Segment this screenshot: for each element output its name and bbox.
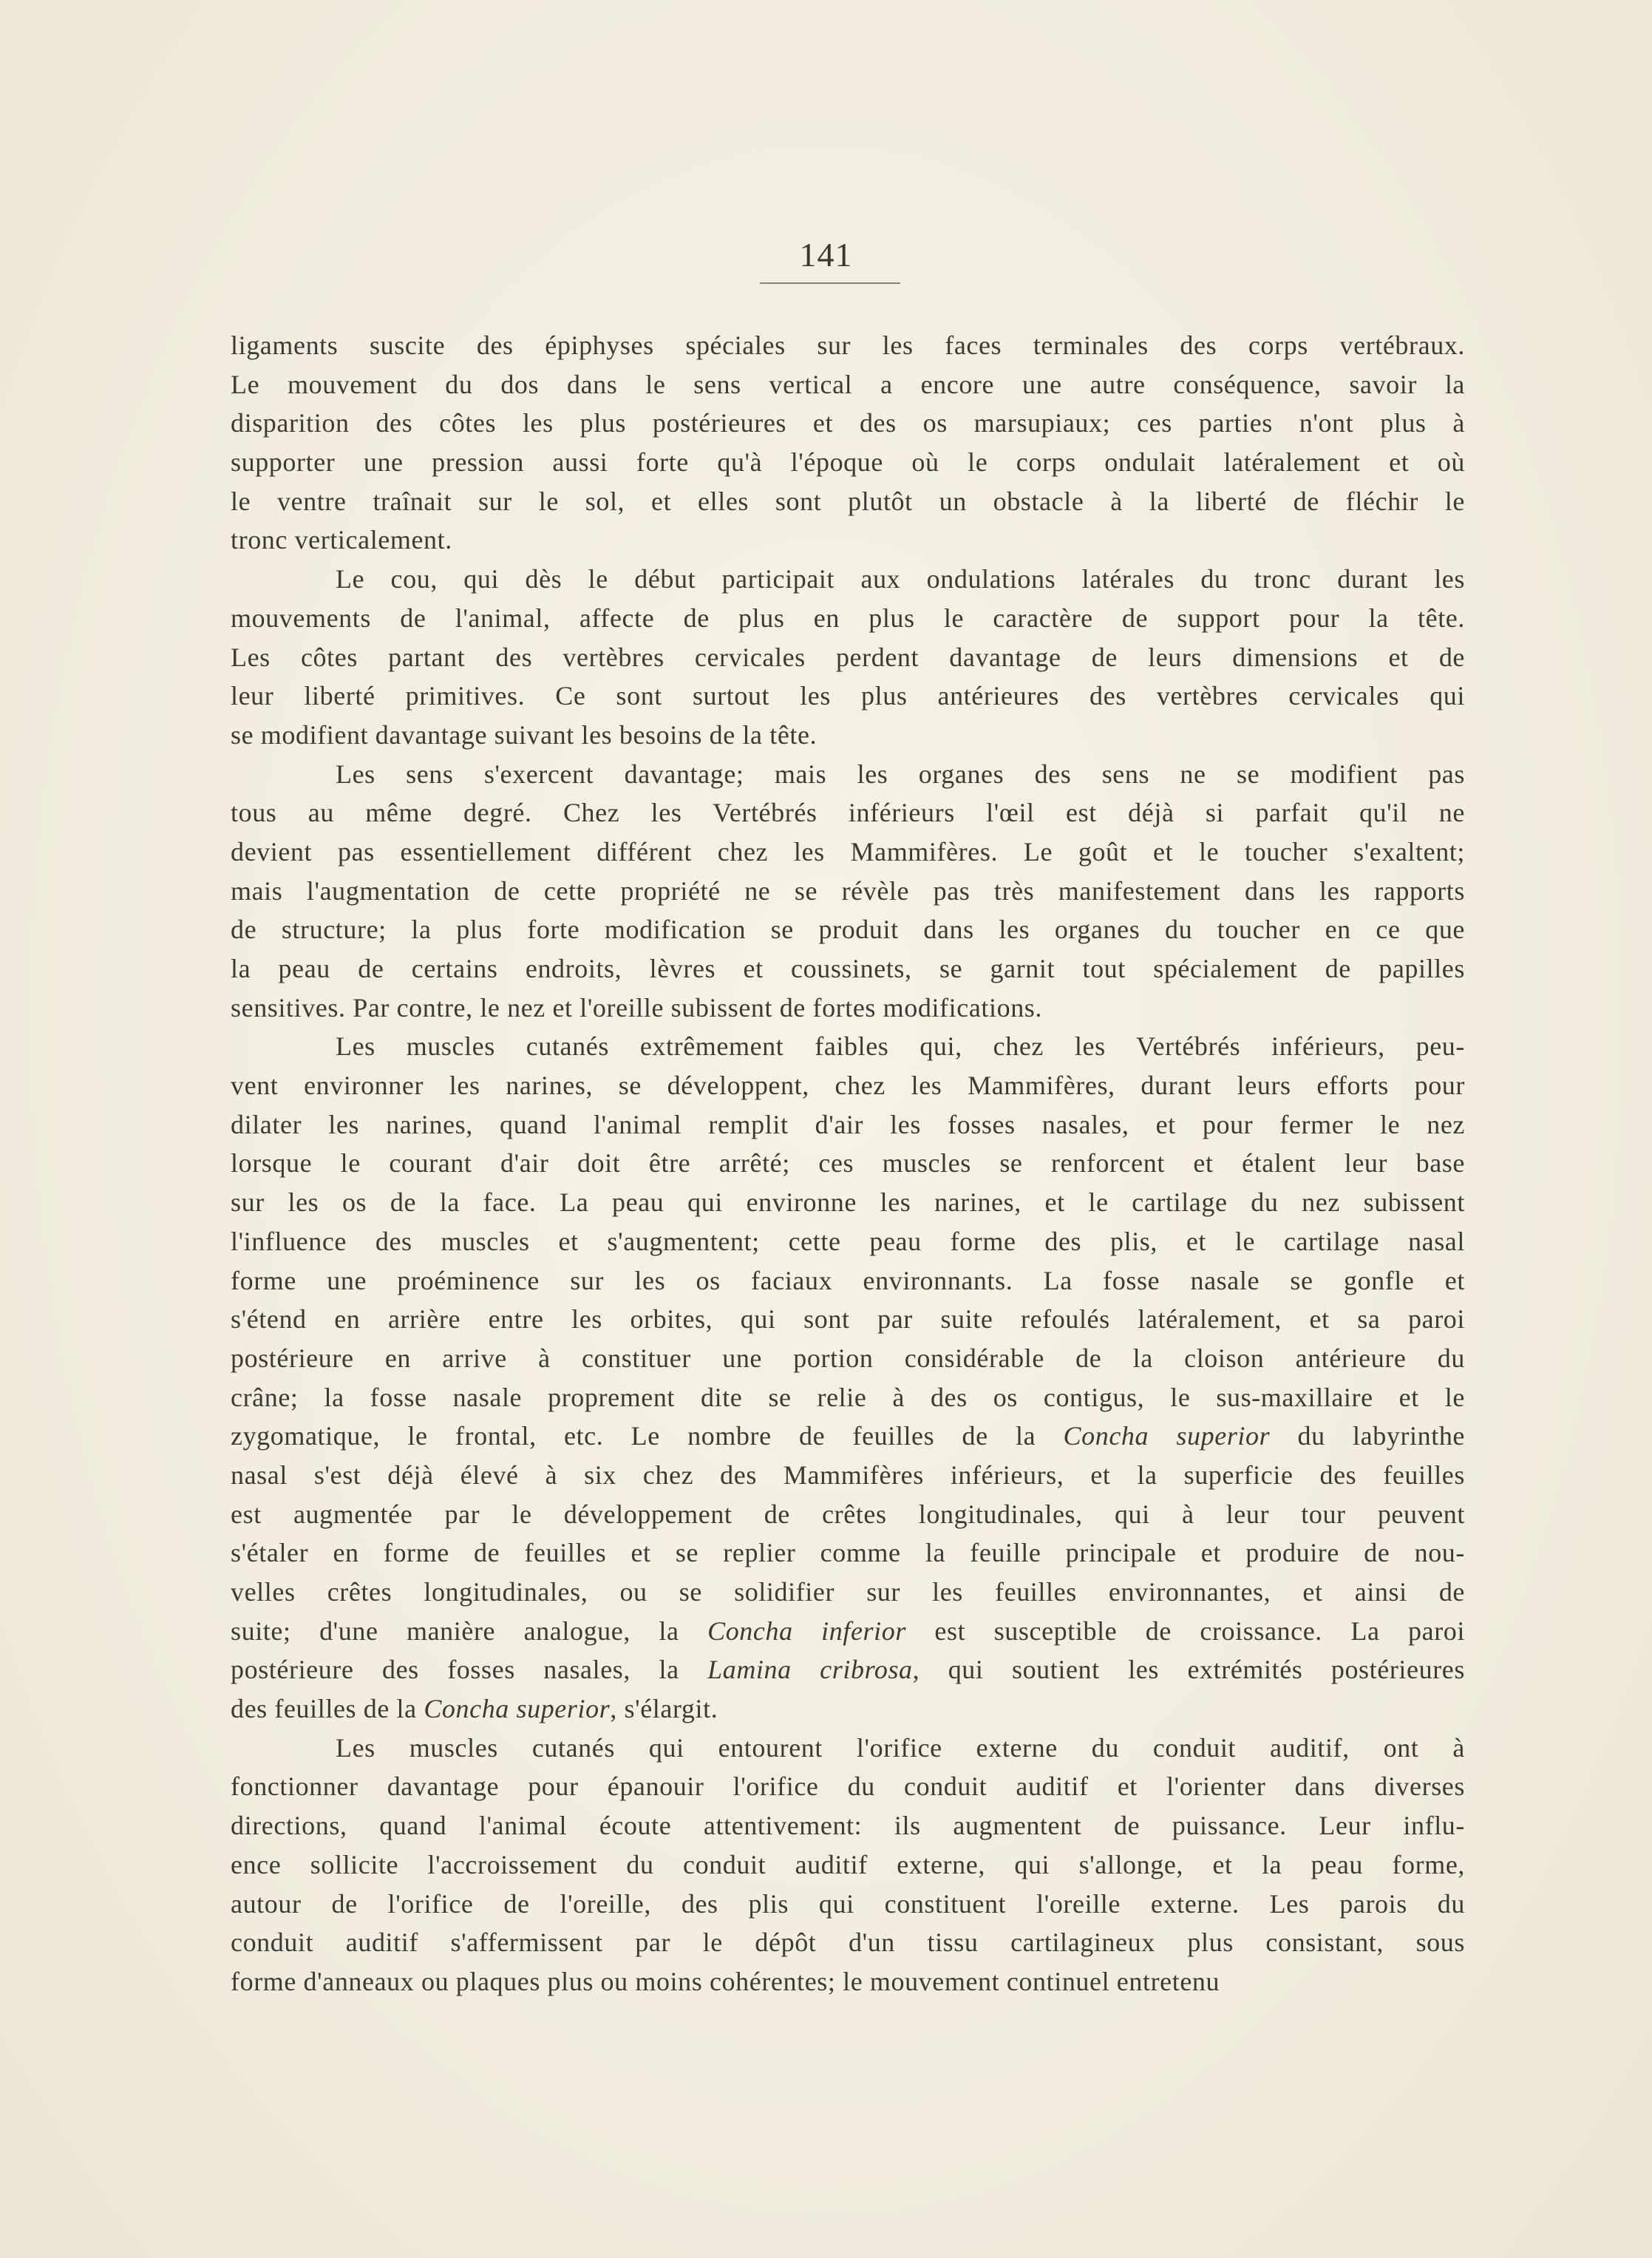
body-text <box>231 326 1465 2001</box>
text-line: postérieure en arrive à constituer une portion considérable de la cloison antérieure du <box>231 1343 1465 1373</box>
text-line: directions, quand l'animal écoute attentivement: ils augmentent de puissance. Leur influ- <box>231 1811 1465 1841</box>
text-line: disparition des côtes les plus postérieures et des os marsupiaux; ces parties n'ont plus à <box>231 408 1465 438</box>
text-line: Les côtes partant des vertèbres cervicales perdent davantage de leurs dimensions et de <box>231 642 1465 672</box>
italic-term: Concha superior <box>424 1694 611 1724</box>
text-line: ence sollicite l'accroissement du conduit auditif externe, qui s'allonge, et la peau forme, <box>231 1849 1465 1879</box>
text-line: Le cou, qui dès le début participait aux ondulations latérales du tronc durant les <box>336 564 1465 594</box>
text-line: conduit auditif s'affermissent par le dépôt d'un tissu cartilagineux plus consistant, sous <box>231 1928 1465 1958</box>
page-number: 141 <box>799 236 853 274</box>
header-rule <box>760 282 900 284</box>
text-line: postérieure des fosses nasales, la Lamina cribrosa, qui soutient les extrémités postérieures <box>231 1655 1465 1685</box>
text-line: mouvements de l'animal, affecte de plus en plus le caractère de support pour la tête. <box>231 603 1465 633</box>
text-line: est augmentée par le développement de crêtes longitudinales, qui à leur tour peuvent <box>231 1499 1465 1529</box>
text-line: Les muscles cutanés qui entourent l'orifice externe du conduit auditif, ont à <box>336 1732 1465 1763</box>
italic-term: Lamina cribrosa <box>707 1655 913 1685</box>
text-line: l'influence des muscles et s'augmentent; cette peau forme des plis, et le cartilage nasal <box>231 1226 1465 1256</box>
italic-term: Concha superior <box>1063 1421 1271 1451</box>
text-line: Les sens s'exercent davantage; mais les organes des sens ne se modifient pas <box>336 759 1465 789</box>
text-line: des feuilles de la Concha superior, s'élargit. <box>231 1694 718 1724</box>
text-line: suite; d'une manière analogue, la Concha inferior est susceptible de croissance. La paroi <box>231 1615 1465 1646</box>
text-line: velles crêtes longitudinales, ou se solidifier sur les feuilles environnantes, et ainsi de <box>231 1577 1465 1607</box>
text-line: devient pas essentiellement différent chez les Mammifères. Le goût et le toucher s'exaltent; <box>231 836 1465 867</box>
text-line: s'étaler en forme de feuilles et se replier comme la feuille principale et produire de nou- <box>231 1538 1465 1568</box>
text-line: nasal s'est déjà élevé à six chez des Mammifères inférieurs, et la superficie des feuilles <box>231 1459 1465 1490</box>
text-line: crâne; la fosse nasale proprement dite se relie à des os contigus, le sus-maxillaire et le <box>231 1382 1465 1412</box>
text-line: ligaments suscite des épiphyses spéciales sur les faces terminales des corps vertébraux. <box>231 330 1465 360</box>
text-line: se modifient davantage suivant les besoins de la tête. <box>231 719 817 750</box>
text-line: de structure; la plus forte modification se produit dans les organes du toucher en ce que <box>231 915 1465 945</box>
text-line: mais l'augmentation de cette propriété ne se révèle pas très manifestement dans les rapports <box>231 875 1465 906</box>
text-line: leur liberté primitives. Ce sont surtout les plus antérieures des vertèbres cervicales qui <box>231 681 1465 711</box>
text-line: lorsque le courant d'air doit être arrêté; ces muscles se renforcent et étalent leur base <box>231 1148 1465 1179</box>
text-line: autour de l'orifice de l'oreille, des plis qui constituent l'oreille externe. Les parois du <box>231 1888 1465 1919</box>
text-line: sensitives. Par contre, le nez et l'oreille subissent de fortes modifications. <box>231 992 1043 1023</box>
text-line: zygomatique, le frontal, etc. Le nombre de feuilles de la Concha superior du labyrinthe <box>231 1421 1465 1451</box>
text-line: vent environner les narines, se développent, chez les Mammifères, durant leurs efforts pour <box>231 1071 1465 1101</box>
text-line: le ventre traînait sur le sol, et elles sont plutôt un obstacle à la liberté de fléchir le <box>231 486 1465 516</box>
text-line: supporter une pression aussi forte qu'à l'époque où le corps ondulait latéralement et où <box>231 447 1465 478</box>
text-line: fonctionner davantage pour épanouir l'orifice du conduit auditif et l'orienter dans diverses <box>231 1772 1465 1802</box>
text-line: sur les os de la face. La peau qui environne les narines, et le cartilage du nez subissent <box>231 1187 1465 1218</box>
text-line: tous au même degré. Chez les Vertébrés inférieurs l'œil est déjà si parfait qu'il ne <box>231 798 1465 828</box>
text-line: la peau de certains endroits, lèvres et coussinets, se garnit tout spécialement de papilles <box>231 954 1465 983</box>
text-line: forme d'anneaux ou plaques plus ou moins cohérentes; le mouvement continuel entretenu <box>231 1966 1220 1996</box>
italic-term: Concha inferior <box>707 1615 906 1646</box>
text-line: dilater les narines, quand l'animal remplit d'air les fosses nasales, et pour fermer le nez <box>231 1109 1465 1139</box>
text-line: s'étend en arrière entre les orbites, qui sont par suite refoulés latéralement, et sa paroi <box>231 1304 1465 1335</box>
text-line: Les muscles cutanés extrêmement faibles qui, chez les Vertébrés inférieurs, peu- <box>336 1031 1465 1062</box>
text-line: tronc verticalement. <box>231 525 452 555</box>
text-line: Le mouvement du dos dans le sens vertical a encore une autre conséquence, savoir la <box>231 369 1465 399</box>
text-line: forme une proéminence sur les os faciaux environnants. La fosse nasale se gonfle et <box>231 1265 1465 1295</box>
